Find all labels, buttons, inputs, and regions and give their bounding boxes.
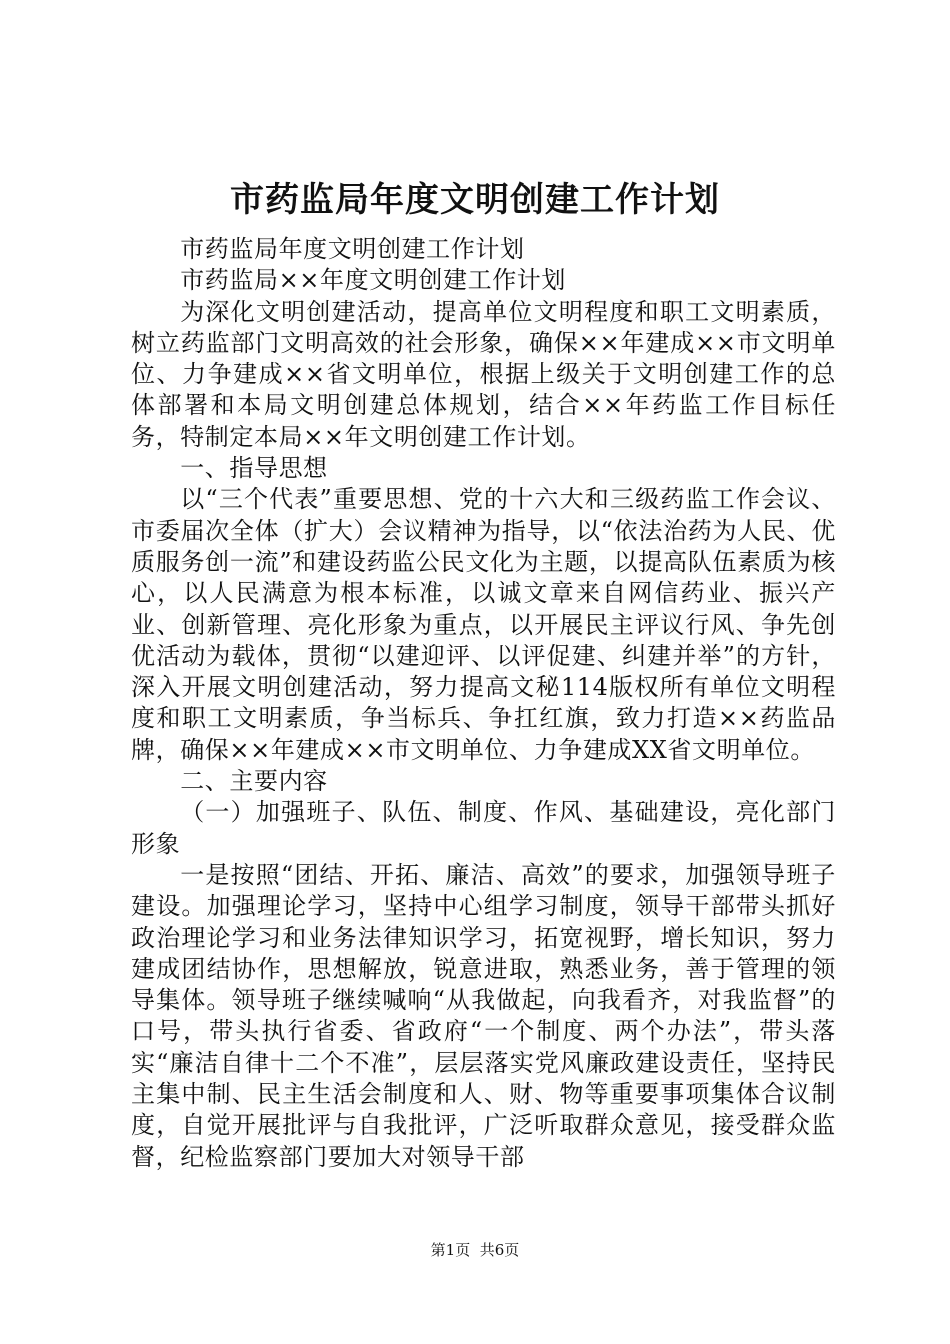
section-heading-guiding-ideology: 一、指导思想: [180, 454, 328, 483]
subsection-heading-1: （一）加强班子、队伍、制度、作风、基础建设，亮化部门形象: [131, 798, 836, 858]
document-title: 市药监局年度文明创建工作计划: [230, 180, 720, 220]
paragraph-intro: 为深化文明创建活动，提高单位文明程度和职工文明素质，树立药监部门文明高效的社会形象，确保××年建成××市文明单位、力争建成××省文明单位，根据上级关于文明创建工作的总体部署和本局文明创建总体规划，结合××年药监工作目标任务，特制定本局××年文明创建工作计划。: [131, 297, 836, 451]
paragraph-leadership-building: 一是按照“团结、开拓、廉洁、高效”的要求，加强领导班子建设。加强理论学习，坚持中心组学习制度，领导干部带头抓好政治理论学习和业务法律知识学习，拓宽视野，增长知识，努力建成团结协作，思想解放，锐意进取，熟悉业务，善于管理的领导集体。领导班子继续喊响“从我做起，向我看齐，对我监督”的口号，带头执行省委、省政府“一个制度、两个办法”，带头落实“廉洁自律十二个不准”，层层落实党风廉政建设责任，坚持民主集中制、民主生活会制度和人、财、物等重要事项集体合议制度，自觉开展批评与自我批评，广泛听取群众意见，接受群众监督，纪检监察部门要加大对领导干部: [131, 860, 836, 1171]
page-total: 共6页: [479, 1241, 520, 1259]
page-footer: [0, 1243, 950, 1258]
paragraph-subtitle: 市药监局××年度文明创建工作计划: [180, 266, 567, 295]
page-number: 第1页: [430, 1241, 471, 1259]
document-body: [131, 234, 836, 1173]
section-heading-main-content: 二、主要内容: [180, 767, 328, 796]
paragraph-repeat-title: 市药监局年度文明创建工作计划: [180, 235, 525, 263]
paragraph-guiding-ideology: 以“三个代表”重要思想、党的十六大和三级药监工作会议、市委届次全体（扩大）会议精神为指导，以“依法治药为人民、优质服务创一流”和建设药监公民文化为主题，以提高队伍素质为核心，以人民满意为根本标准，以诚文章来自网信药业、振兴产业、创新管理、亮化形象为重点，以开展民主评议行风、争先创优活动为载体，贯彻“以建迎评、以评促建、纠建并举”的方针，深入开展文明创建活动，努力提高文秘114版权所有单位文明程度和职工文明素质，争当标兵、争扛红旗，致力打造××药监品牌，确保××年建成××市文明单位、力争建成XX省文明单位。: [131, 485, 836, 764]
